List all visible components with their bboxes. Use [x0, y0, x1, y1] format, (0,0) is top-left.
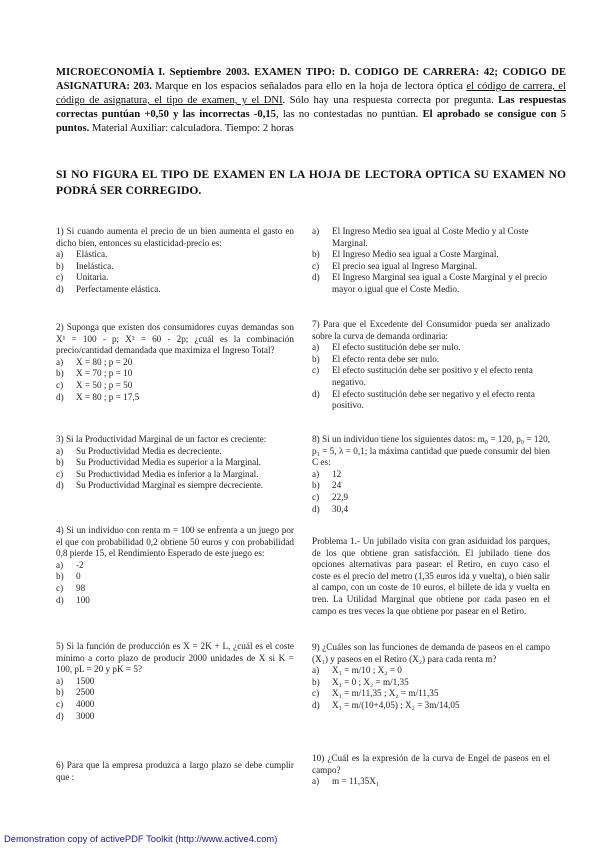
option-b: b) X₁ = 0 ; X₂ = m/1,35: [312, 676, 409, 687]
exam-instructions: [56, 66, 566, 136]
question-8: [312, 434, 550, 515]
question-stem: 7) Para que el Excedente del Consumidor pueda ser analizado sobre la curva de demanda ordinaria:: [312, 319, 550, 341]
question-4: [56, 525, 294, 606]
instruction-text: Marque en los espacios señalados para ello en la hoja de lectora óptica: [155, 81, 463, 92]
option-b: b) X = 70 ; p = 10: [56, 368, 133, 379]
option-b: b) El Ingreso Medio sea igual a Coste Marginal.: [312, 249, 499, 260]
option-c: c) X₁ = m/11,35 ; X₂ = m/11,35: [312, 688, 439, 699]
option-a: a) El Ingreso Medio sea igual al Coste Medio y al Coste Marginal.: [312, 226, 529, 248]
instruction-underlined: el código de carrera, el código de asignatura, el tipo de examen, y el DNI: [56, 81, 566, 106]
scoring-rules-2: , las no contestadas no puntúan.: [275, 109, 419, 120]
option-b: b) El efecto renta debe ser nulo.: [312, 353, 440, 364]
option-d: d) Su Productividad Marginal es siempre decreciente.: [56, 480, 264, 491]
question-stem: 1) Si cuando aumenta el precio de un bien aumenta el gasto en dicho bien, entonces su elasticidad-precio es:: [56, 226, 294, 248]
question-stem: 4) Si un individuo con renta m = 100 se enfrenta a un juego por el que con probabilidad 0,2 obtiene 50 euros y con probabilidad 0,8 pierde 15, el Rendimiento Esperado de este juego es:: [56, 525, 294, 559]
option-a: a) Su Productividad Media es decreciente.: [56, 445, 222, 456]
option-d: d) 100: [56, 594, 90, 605]
option-a: a) -2: [56, 559, 84, 570]
option-b: b) 0: [56, 571, 81, 582]
question-6-options: [312, 226, 550, 296]
option-b: b) Su Productividad Media es superior a la Marginal.: [56, 457, 262, 468]
question-1: [56, 226, 294, 296]
option-c: c) El precio sea igual al Ingreso Marginal.: [312, 260, 477, 271]
option-a: a) 1500: [56, 675, 95, 686]
scoring-rules: Las respuestas correctas puntúan +0,50 y las incorrectas -0,15: [56, 95, 566, 120]
watermark-footer: Demonstration copy of activePDF Toolkit (http://www.active4.com): [4, 833, 278, 844]
option-c: c) Su Productividad Media es inferior a la Marginal.: [56, 468, 259, 479]
question-3: [56, 434, 294, 492]
option-d: d) X = 80 ; p = 17,5: [56, 391, 140, 402]
option-a: a) X = 80 ; p = 20: [56, 356, 133, 367]
problem-statement: Problema 1.- Un jubilado visita con gran asiduidad los parques, de los que obtiene gran satisfacción. El jubilado tiene dos opciones alternativas para pasear: el Retiro, en cuyo caso el coste es el precio del metro (1,35 euros ida y vuelta), o bien salir al campo, con un coste de 10 euros, el billete de ida y vuelta en tren. La Utilidad Marginal que obtiene por cada paseo en el campo es tres veces la que obtiene por pasear en el Retiro.: [312, 536, 550, 616]
question-stem: 2) Suponga que existen dos consumidores cuyas demandas son X¹ = 100 - p; X² = 60 - 2p; ¿cuál es la combinación precio/cantidad demandada que maximiza el Ingreso Total?: [56, 322, 294, 356]
option-c: c) 98: [56, 582, 86, 593]
question-stem: 9) ¿Cuáles son las funciones de demanda de paseos en el campo (X₁) y paseos en el Retiro (X₂) para cada renta m?: [312, 642, 550, 664]
option-d: d) X₁ = m/(10+4,05) ; X₂ = 3m/14,05: [312, 699, 460, 710]
question-stem: 8) Si un individuo tiene los siguientes datos: m₀ = 120, p₀ = 120, p₁ = 5, λ = 0,1; la máxima cantidad que puede consumir del bien C es:: [312, 434, 550, 468]
option-d: d) 3000: [56, 710, 95, 721]
question-7: [312, 319, 550, 412]
option-b: b) 2500: [56, 687, 95, 698]
option-a: a) Elástica.: [56, 249, 108, 260]
option-b: b) 24: [312, 480, 342, 491]
option-a: a) m = 11,35X₁: [312, 776, 380, 787]
option-c: c) 22,9: [312, 491, 349, 502]
option-c: c) El efecto sustitución debe ser positivo y el efecto renta negativo.: [312, 365, 533, 387]
question-2: [56, 322, 294, 403]
option-b: b) Inelástica.: [56, 260, 114, 271]
option-c: c) Unitaria.: [56, 272, 109, 283]
question-stem: 3) Si la Productividad Marginal de un factor es creciente:: [56, 434, 267, 444]
question-stem: 5) Si la función de producción es X = 2K + L, ¿cuál es el coste mínimo a corto plazo de producir 2000 unidades de X si K = 100, pL = 20 y pK = 5?: [56, 641, 294, 675]
option-c: c) 4000: [56, 698, 95, 709]
exam-type-warning: SI NO FIGURA EL TIPO DE EXAMEN EN LA HOJA DE LECTORA OPTICA SU EXAMEN NO PODRÁ SER CORREGIDO.: [56, 168, 566, 197]
option-d: d) 30,4: [312, 503, 349, 514]
question-5: [56, 641, 294, 722]
option-a: a) X₁ = m/10 ; X₂ = 0: [312, 665, 402, 676]
option-d: d) Perfectamente elástica.: [56, 283, 161, 294]
question-stem: 6) Para que la empresa produzca a largo plazo se debe cumplir que :: [56, 760, 294, 782]
option-a: a) 12: [312, 468, 342, 479]
option-c: c) X = 50 ; p = 50: [56, 379, 133, 390]
question-9: [312, 642, 550, 712]
option-d: d) El efecto sustitución debe ser negativo y el efecto renta positivo.: [312, 388, 535, 411]
question-6: [56, 760, 294, 783]
option-a: a) El efecto sustitución debe ser nulo.: [312, 342, 461, 353]
pass-mark: El aprobado se consigue con 5 puntos.: [56, 109, 566, 134]
material-time: Material Auxiliar: calculadora. Tiempo: 2 horas: [91, 123, 294, 134]
exam-title: MICROECONOMÍA I. Septiembre 2003. EXAMEN TIPO: D. CODIGO DE CARRERA: 42; CODIGO DE ASIGNATURA: 203.: [56, 67, 566, 92]
option-d: d) El Ingreso Marginal sea igual a Coste Marginal y el precio mayor o igual que el Coste Medio.: [312, 272, 547, 294]
problem-1: [312, 536, 550, 617]
question-10: [312, 753, 550, 788]
instruction-text-2: . Sólo hay una respuesta correcta por pregunta.: [282, 95, 494, 106]
question-stem: 10) ¿Cuál es la expresión de la curva de Engel de paseos en el campo?: [312, 753, 550, 775]
